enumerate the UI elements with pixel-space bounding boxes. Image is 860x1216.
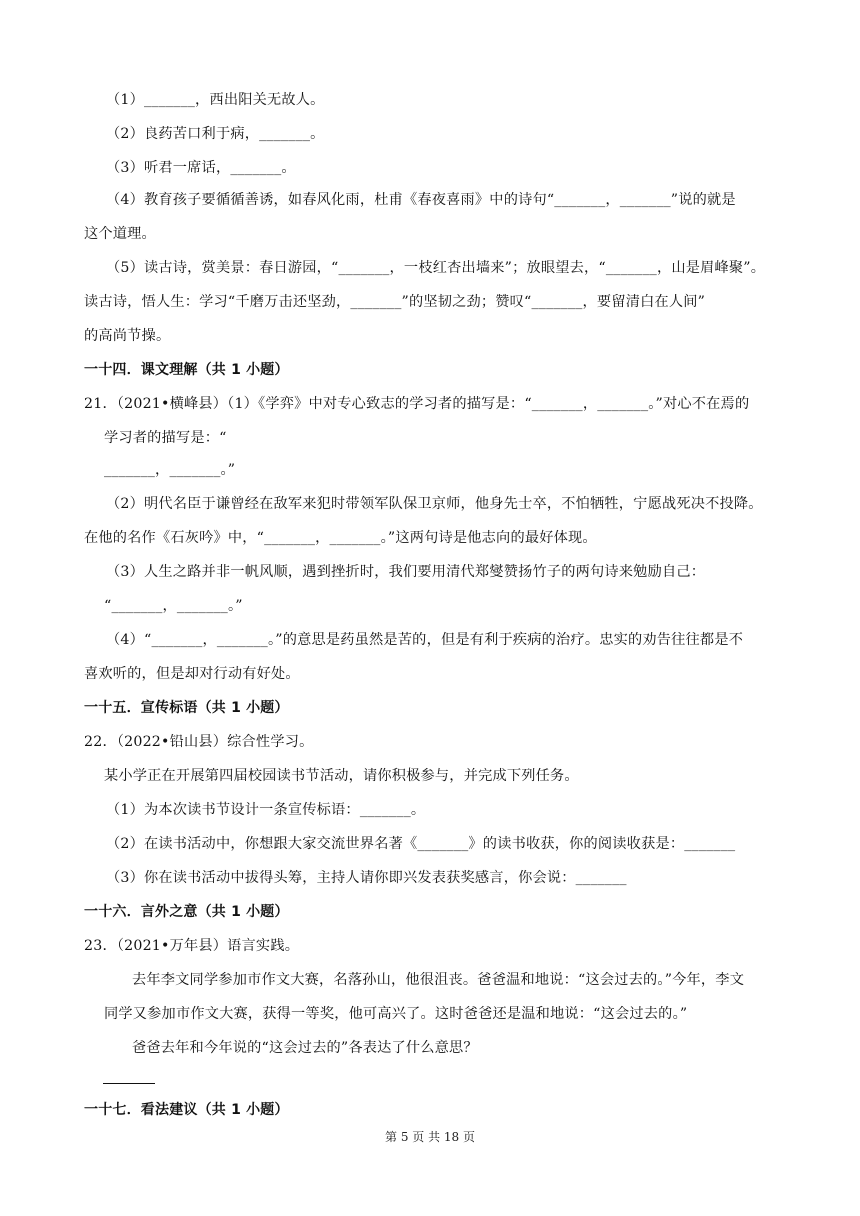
- q22-text: 22．（2022•铅山县）综合性学习。: [84, 734, 314, 750]
- q22-item-3: （3）你在读书活动中拔得头筹，主持人请你即兴发表获奖感言，你会说：_______: [106, 870, 627, 886]
- q23-passage: 去年李文同学参加市作文大赛，名落孙山，他很沮丧。爸爸温和地说：“这会过去的。”今年，李文: [132, 972, 745, 988]
- q20-item-2: （2）良药苦口利于病，_______。: [106, 126, 325, 142]
- q21-item-3: （3）人生之路并非一帆风顺，遇到挫折时，我们要用清代郑燮赞扬竹子的两句诗来勉励自己：: [106, 564, 706, 580]
- q21-item-4: （4）“_______，_______。”的意思是药虽然是苦的，但是有利于疾病的治疗。忠实的劝告往往都是不: [106, 632, 744, 648]
- q20-item-4: （4）教育孩子要循循善诱，如春风化雨，杜甫《春夜喜雨》中的诗句“_______，_______”说的就是: [106, 192, 736, 208]
- q21-text: 21．（2021•横峰县）（1）《学弈》中对专心致志的学习者的描写是：“_______，_______。”对心不在焉的: [84, 396, 750, 412]
- section-heading-15: 一十五．宣传标语（共 1 小题）: [84, 700, 289, 716]
- q22-intro: 某小学正在开展第四届校园读书节活动，请你积极参与，并完成下列任务。: [104, 768, 579, 784]
- q20-item-1: （1）_______，西出阳关无故人。: [106, 92, 325, 108]
- q20-item-3: （3）听君一席话，_______。: [106, 160, 296, 176]
- section-heading-16: 一十六．言外之意（共 1 小题）: [84, 904, 289, 920]
- q21-item-2-cont: 在他的名作《石灰吟》中，“_______，_______。”这两句诗是他志向的最好体现。: [84, 530, 597, 546]
- q20-item-4-cont: 这个道理。: [84, 226, 156, 242]
- q22-item-2: （2）在读书活动中，你想跟大家交流世界名著《_______》的读书收获，你的阅读收获是：_______: [106, 836, 736, 852]
- answer-blank-line: [103, 1083, 155, 1084]
- q23-question: 爸爸去年和今年说的“这会过去的”各表达了什么意思？: [132, 1040, 478, 1056]
- q23-text: 23．（2021•万年县）语言实践。: [84, 938, 300, 954]
- q20-item-5-cont2: 的高尚节操。: [84, 328, 171, 344]
- q21-item-2: （2）明代名臣于谦曾经在敌军来犯时带领军队保卫京师，他身先士卒，不怕牺牲，宁愿战死决不投降。: [106, 496, 763, 512]
- q20-item-5: （5）读古诗，赏美景：春日游园，“_______，一枝红杏出墙来”；放眼望去，“_______，山是眉峰聚”。: [106, 260, 766, 276]
- q21-text-cont2: _______，_______。”: [104, 462, 236, 478]
- q23-passage-cont: 同学又参加市作文大赛，获得一等奖，他可高兴了。这时爸爸还是温和地说：“这会过去的。”: [104, 1006, 688, 1022]
- section-heading-17: 一十七．看法建议（共 1 小题）: [84, 1102, 289, 1118]
- page-footer: 第 5 页 共 18 页: [385, 1130, 475, 1144]
- q21-text-cont: 学习者的描写是：“: [104, 430, 227, 446]
- q20-item-5-cont: 读古诗，悟人生：学习“千磨万击还坚劲，_______”的坚韧之劲；赞叹“_______，要留清白在人间”: [84, 294, 706, 310]
- q21-item-4-cont: 喜欢听的，但是却对行动有好处。: [84, 666, 300, 682]
- q22-item-1: （1）为本次读书节设计一条宣传标语：_______。: [106, 802, 426, 818]
- section-heading-14: 一十四．课文理解（共 1 小题）: [84, 362, 289, 378]
- q21-item-3-cont: “_______，_______。”: [104, 598, 243, 614]
